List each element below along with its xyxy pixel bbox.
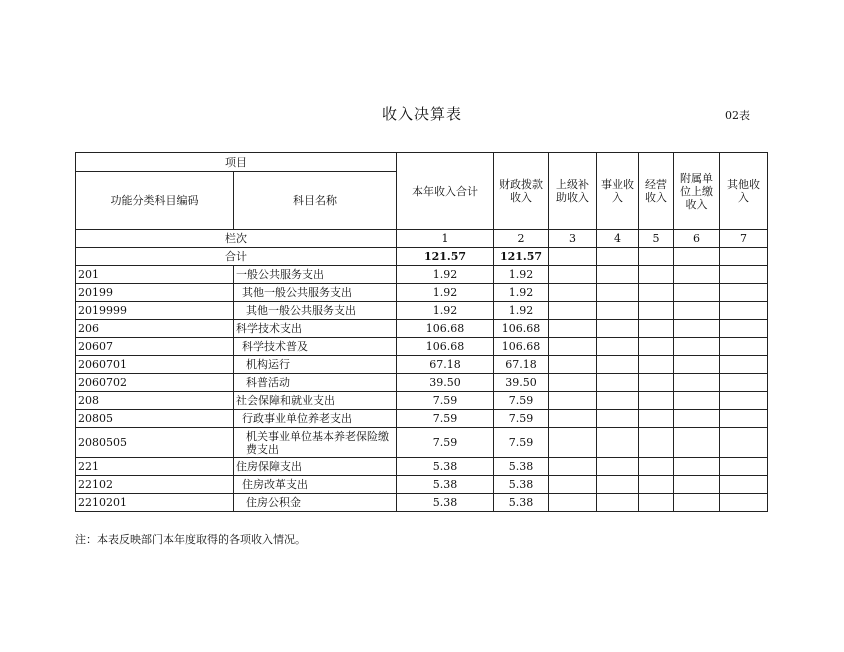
- header-col-7: 其他收入: [720, 153, 768, 230]
- row-value: [639, 302, 674, 320]
- column-index: 2: [494, 230, 549, 248]
- row-value: [674, 302, 720, 320]
- row-code: 20607: [76, 338, 234, 356]
- row-subject-name: 其他一般公共服务支出: [234, 284, 397, 302]
- table-row: [76, 266, 768, 284]
- row-value: [674, 284, 720, 302]
- total-value: 121.57: [494, 248, 549, 266]
- column-index: 3: [549, 230, 597, 248]
- table-row: [76, 356, 768, 374]
- row-value: [720, 320, 768, 338]
- row-value: [720, 392, 768, 410]
- row-value: [674, 458, 720, 476]
- total-value: [674, 248, 720, 266]
- row-subject-name: 科学技术支出: [234, 320, 397, 338]
- row-code: 2060701: [76, 356, 234, 374]
- table-row: [76, 302, 768, 320]
- row-subject-name: 科学技术普及: [234, 338, 397, 356]
- row-value: 1.92: [397, 266, 494, 284]
- row-value: 1.92: [397, 302, 494, 320]
- row-value: [597, 320, 639, 338]
- row-value: [720, 428, 768, 458]
- row-value: [597, 266, 639, 284]
- row-value: 7.59: [494, 428, 549, 458]
- row-value: [639, 374, 674, 392]
- row-value: 7.59: [494, 410, 549, 428]
- table-row: [76, 410, 768, 428]
- header-col-4: 事业收入: [597, 153, 639, 230]
- table-code: 02表: [725, 109, 750, 122]
- row-value: [549, 494, 597, 512]
- row-code: 221: [76, 458, 234, 476]
- row-value: [674, 494, 720, 512]
- row-value: 106.68: [494, 320, 549, 338]
- row-value: [639, 356, 674, 374]
- row-value: [597, 302, 639, 320]
- row-value: [597, 284, 639, 302]
- row-subject-name: 机关事业单位基本养老保险缴费支出: [234, 428, 397, 458]
- column-index: 6: [674, 230, 720, 248]
- row-value: [720, 284, 768, 302]
- row-code: 20805: [76, 410, 234, 428]
- row-value: [549, 284, 597, 302]
- row-value: [549, 392, 597, 410]
- row-subject-name: 行政事业单位养老支出: [234, 410, 397, 428]
- row-value: [720, 338, 768, 356]
- table-row: [76, 428, 768, 458]
- row-value: 7.59: [397, 428, 494, 458]
- row-code: 20199: [76, 284, 234, 302]
- row-value: [720, 458, 768, 476]
- row-value: [639, 320, 674, 338]
- column-index: 4: [597, 230, 639, 248]
- row-value: 106.68: [397, 338, 494, 356]
- table-row: [76, 392, 768, 410]
- row-value: 106.68: [494, 338, 549, 356]
- header-func-code: 功能分类科目编码: [76, 172, 234, 230]
- total-value: 121.57: [397, 248, 494, 266]
- row-code: 2060702: [76, 374, 234, 392]
- row-value: [639, 410, 674, 428]
- total-value: [639, 248, 674, 266]
- row-value: [639, 476, 674, 494]
- row-subject-name: 科普活动: [234, 374, 397, 392]
- row-value: [674, 410, 720, 428]
- row-value: [720, 374, 768, 392]
- row-code: 22102: [76, 476, 234, 494]
- table-row: [76, 284, 768, 302]
- row-value: [549, 302, 597, 320]
- table-row: [76, 338, 768, 356]
- row-value: [720, 302, 768, 320]
- row-value: [639, 284, 674, 302]
- row-value: 7.59: [397, 392, 494, 410]
- page-title: 收入决算表: [381, 105, 462, 123]
- row-value: [549, 410, 597, 428]
- income-final-accounts-table: [75, 152, 768, 512]
- row-value: [597, 356, 639, 374]
- row-value: [674, 392, 720, 410]
- row-value: 7.59: [494, 392, 549, 410]
- row-value: 1.92: [494, 284, 549, 302]
- header-col-5: 经营收入: [639, 153, 674, 230]
- row-value: [597, 494, 639, 512]
- table-row: [76, 476, 768, 494]
- row-value: [597, 338, 639, 356]
- row-value: [549, 428, 597, 458]
- row-value: [597, 410, 639, 428]
- row-value: [597, 458, 639, 476]
- column-index: 5: [639, 230, 674, 248]
- row-value: [639, 392, 674, 410]
- row-value: 1.92: [397, 284, 494, 302]
- row-value: 5.38: [494, 476, 549, 494]
- row-subject-name: 社会保障和就业支出: [234, 392, 397, 410]
- row-value: [674, 356, 720, 374]
- row-value: 5.38: [397, 476, 494, 494]
- footnote: 注：本表反映部门本年度取得的各项收入情况。: [75, 533, 306, 546]
- header-col-2: 财政拨款收入: [494, 153, 549, 230]
- column-index: 1: [397, 230, 494, 248]
- row-value: [597, 374, 639, 392]
- row-value: 1.92: [494, 302, 549, 320]
- row-code: 208: [76, 392, 234, 410]
- header-project: 项目: [76, 153, 397, 172]
- row-value: [639, 428, 674, 458]
- row-value: [549, 320, 597, 338]
- row-value: [674, 476, 720, 494]
- row-value: 7.59: [397, 410, 494, 428]
- column-index: 7: [720, 230, 768, 248]
- header-col-3: 上级补助收入: [549, 153, 597, 230]
- row-value: 5.38: [494, 494, 549, 512]
- row-value: [639, 494, 674, 512]
- row-value: 39.50: [397, 374, 494, 392]
- row-value: [549, 374, 597, 392]
- row-value: [549, 458, 597, 476]
- row-value: [549, 476, 597, 494]
- row-code: 201: [76, 266, 234, 284]
- row-value: 106.68: [397, 320, 494, 338]
- row-value: [639, 338, 674, 356]
- total-label: 合计: [76, 248, 397, 266]
- column-index-label: 栏次: [76, 230, 397, 248]
- row-value: [720, 476, 768, 494]
- row-value: 5.38: [397, 458, 494, 476]
- header-subject-name: 科目名称: [234, 172, 397, 230]
- row-subject-name: 一般公共服务支出: [234, 266, 397, 284]
- row-value: [674, 374, 720, 392]
- table-row: [76, 494, 768, 512]
- row-value: [549, 356, 597, 374]
- row-value: 67.18: [397, 356, 494, 374]
- table-row: [76, 320, 768, 338]
- row-code: 206: [76, 320, 234, 338]
- header-col-1: 本年收入合计: [397, 153, 494, 230]
- row-value: 5.38: [494, 458, 549, 476]
- row-value: [597, 392, 639, 410]
- header-col-6: 附属单位上缴收入: [674, 153, 720, 230]
- total-row: [76, 248, 768, 266]
- row-code: 2210201: [76, 494, 234, 512]
- row-value: [674, 266, 720, 284]
- row-subject-name: 机构运行: [234, 356, 397, 374]
- row-value: [597, 476, 639, 494]
- row-value: 1.92: [494, 266, 549, 284]
- row-subject-name: 住房保障支出: [234, 458, 397, 476]
- row-value: [549, 266, 597, 284]
- total-value: [597, 248, 639, 266]
- row-value: 5.38: [397, 494, 494, 512]
- row-value: [639, 266, 674, 284]
- row-value: [639, 458, 674, 476]
- row-value: [720, 266, 768, 284]
- row-value: [674, 428, 720, 458]
- row-value: [549, 338, 597, 356]
- row-value: [720, 356, 768, 374]
- row-value: [720, 410, 768, 428]
- row-value: 67.18: [494, 356, 549, 374]
- row-subject-name: 住房公积金: [234, 494, 397, 512]
- row-value: [674, 338, 720, 356]
- total-value: [720, 248, 768, 266]
- row-value: [674, 320, 720, 338]
- row-subject-name: 其他一般公共服务支出: [234, 302, 397, 320]
- total-value: [549, 248, 597, 266]
- row-code: 2080505: [76, 428, 234, 458]
- row-code: 2019999: [76, 302, 234, 320]
- table-row: [76, 458, 768, 476]
- table-row: [76, 374, 768, 392]
- row-value: [720, 494, 768, 512]
- row-subject-name: 住房改革支出: [234, 476, 397, 494]
- row-value: [597, 428, 639, 458]
- row-value: 39.50: [494, 374, 549, 392]
